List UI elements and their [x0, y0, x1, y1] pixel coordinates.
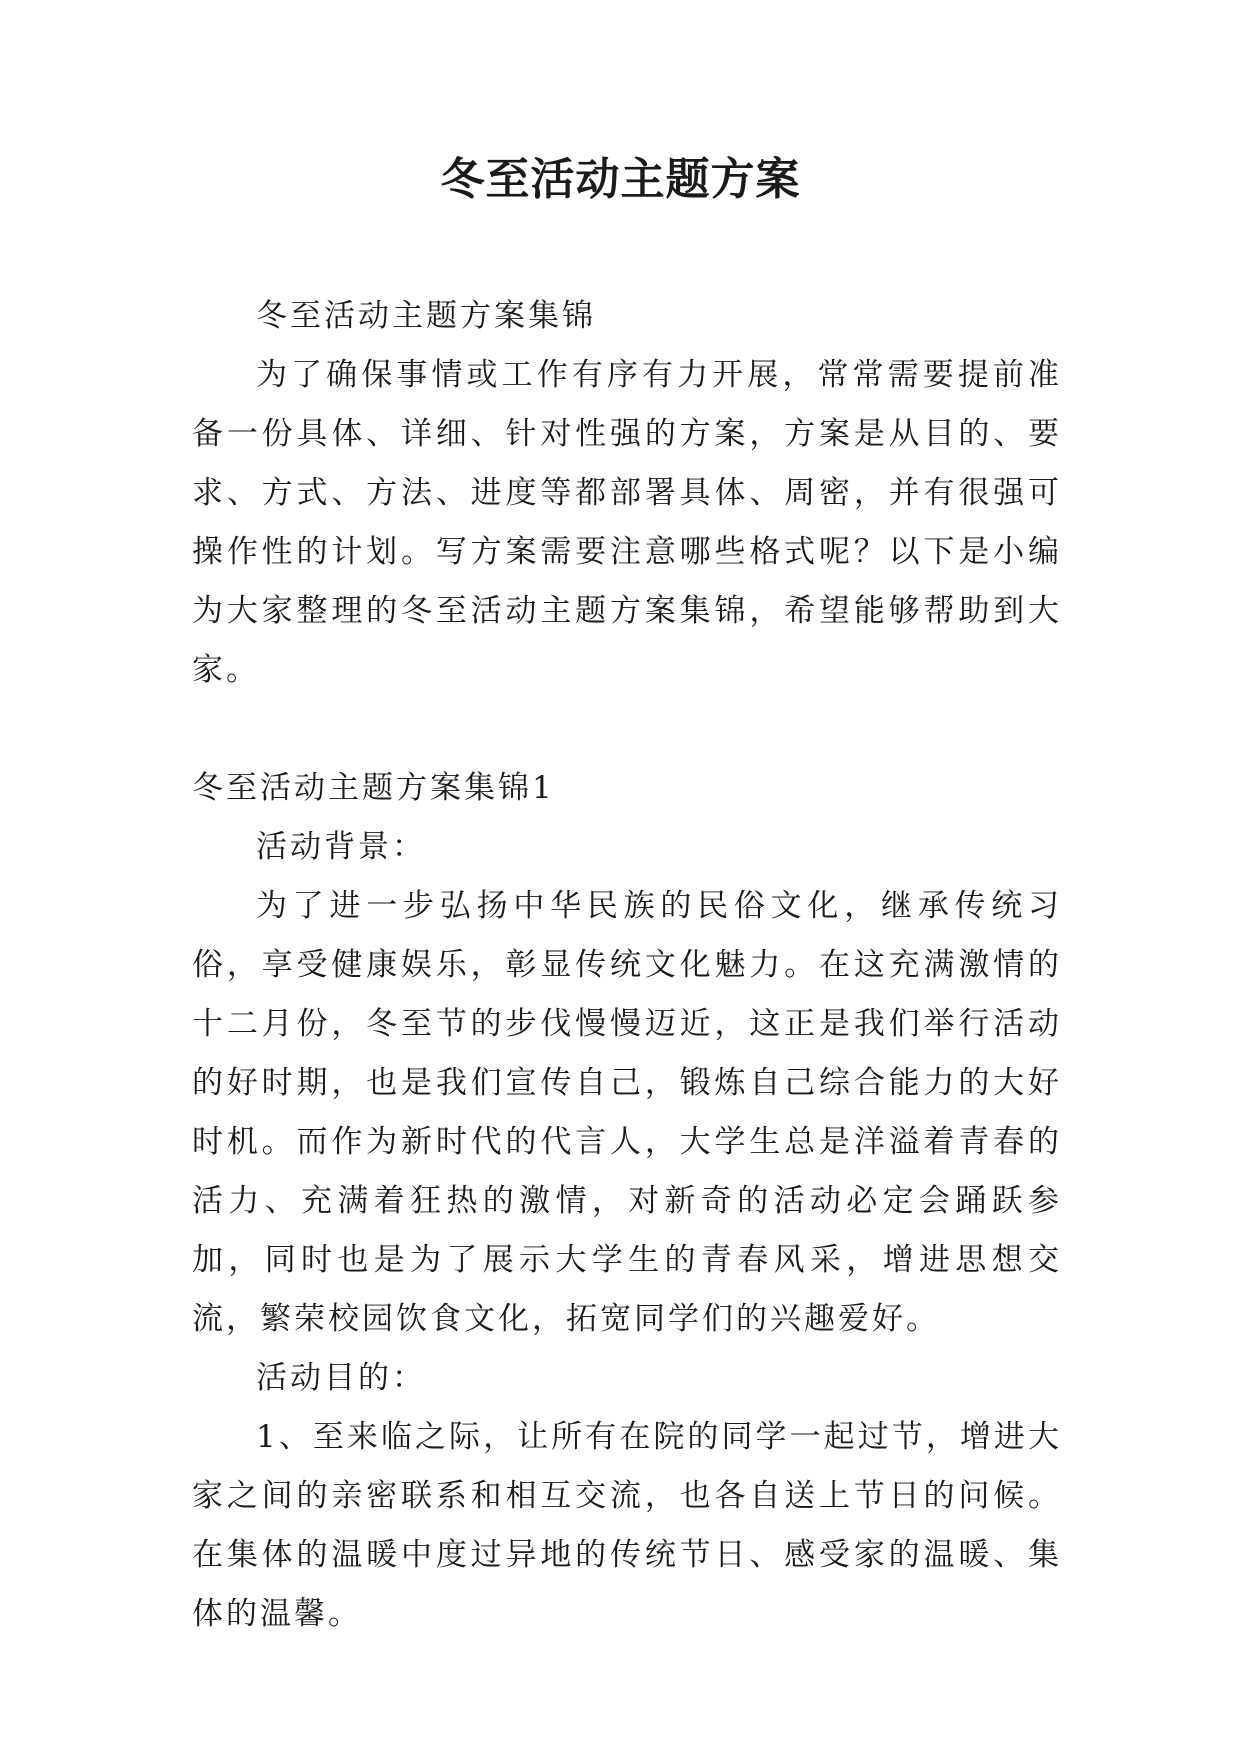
section-heading: 冬至活动主题方案集锦1 [192, 770, 555, 806]
background-paragraph: 为了进一步弘扬中华民族的民俗文化，继承传统习俗，享受健康娱乐，彰显传统文化魅力。在这充满激情的十二月份，冬至节的步伐慢慢迈近，这正是我们举行活动的好时期，也是我们宣传自己，锻炼自己综合能力的大好时机。而作为新时代的代言人，大学生总是洋溢着青春的活力、充满着狂热的激情，对新奇的活动必定会踊跃参加，同时也是为了展示大学生的青春风采，增进思想交流，繁荣校园饮食文化，拓宽同学们的兴趣爱好。 [192, 888, 1062, 1337]
document-title: 冬至活动主题方案 [440, 154, 801, 205]
purpose-item-1: 1、至来临之际，让所有在院的同学一起过节，增进大家之间的亲密联系和相互交流，也各自送上节日的问候。在集体的温暖中度过异地的传统节日、感受家的温暖、集体的温馨。 [192, 1419, 1062, 1632]
background-heading: 活动背景： [256, 829, 426, 865]
intro-paragraph: 为了确保事情或工作有序有力开展，常常需要提前准备一份具体、详细、针对性强的方案，方案是从目的、要求、方式、方法、进度等都部署具体、周密，并有很强可操作性的计划。写方案需要注意哪些格式呢？以下是小编为大家整理的冬至活动主题方案集锦，希望能够帮助到大家。 [192, 357, 1062, 688]
document-body [192, 287, 1062, 1644]
intro-heading: 冬至活动主题方案集锦 [256, 298, 596, 334]
purpose-heading: 活动目的： [256, 1360, 426, 1396]
